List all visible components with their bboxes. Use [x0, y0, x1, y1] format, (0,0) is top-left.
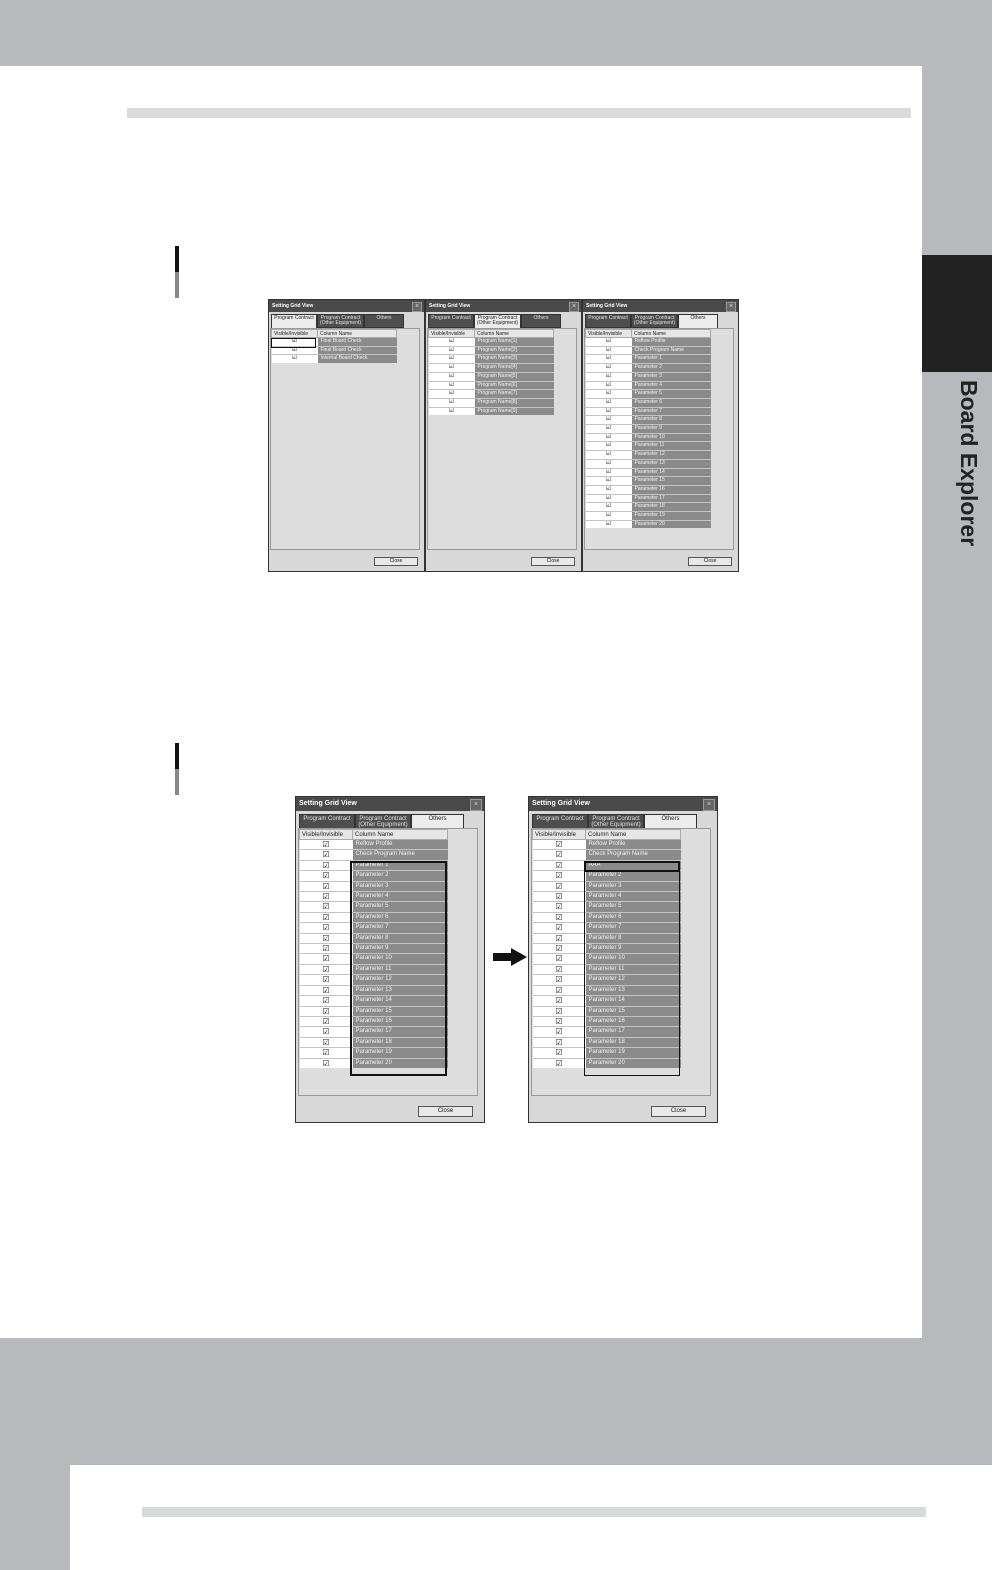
header-rule [127, 108, 911, 118]
table-row[interactable] [533, 881, 681, 891]
column-name-cell[interactable]: Parameter 12 [586, 975, 681, 985]
dialog-title: Setting Grid View [269, 300, 424, 312]
visible-checkbox[interactable]: ☑ [533, 964, 586, 974]
table-row[interactable] [300, 871, 448, 881]
dialog-setting-grid-view [268, 299, 425, 572]
col-name: Column Name [586, 830, 681, 840]
table-row[interactable] [533, 975, 681, 985]
table-row[interactable] [429, 398, 554, 407]
visible-checkbox[interactable]: ☑ [586, 468, 632, 477]
table-row[interactable] [586, 468, 711, 477]
table-row[interactable] [533, 871, 681, 881]
dialog-title: Setting Grid View [426, 300, 581, 312]
table-row[interactable] [533, 964, 681, 974]
table-row[interactable] [586, 398, 711, 407]
col-visible: Visible/Invisible [586, 330, 632, 338]
tab-panel [270, 328, 420, 550]
visible-checkbox[interactable]: ☑ [429, 398, 475, 407]
table-row[interactable] [533, 892, 681, 902]
tab-program-contract[interactable]: Program Contract [532, 814, 588, 829]
table-row[interactable] [300, 1027, 448, 1037]
table-row[interactable] [586, 381, 711, 390]
column-name-cell[interactable]: Parameter 18 [632, 503, 711, 512]
tab-program-contract-other[interactable]: Program Contract (Other Equipment) [474, 314, 521, 328]
column-name-cell[interactable]: Parameter 14 [586, 996, 681, 1006]
column-name-cell[interactable]: Parameter 2 [632, 364, 711, 373]
column-name-cell[interactable]: Parameter 16 [632, 485, 711, 494]
column-name-cell[interactable]: Parameter 6 [586, 912, 681, 922]
table-row[interactable] [533, 944, 681, 954]
close-icon[interactable]: × [726, 302, 736, 312]
column-name-cell[interactable]: Parameter 10 [586, 954, 681, 964]
col-name: Column Name [353, 830, 448, 840]
visible-checkbox[interactable]: ☑ [300, 1027, 353, 1037]
visible-checkbox[interactable]: ☑ [272, 346, 318, 355]
grid-table [271, 329, 397, 363]
table-row[interactable] [533, 860, 681, 870]
visible-checkbox[interactable]: ☑ [533, 840, 586, 850]
visible-checkbox[interactable]: ☑ [586, 425, 632, 434]
table-row[interactable] [586, 451, 711, 460]
column-name-cell[interactable]: Parameter 3 [586, 881, 681, 891]
column-name-cell[interactable]: Parameter 17 [353, 1027, 448, 1037]
column-name-cell[interactable]: Parameter 16 [353, 1016, 448, 1026]
column-name-cell[interactable]: Parameter 8 [353, 933, 448, 943]
column-name-cell[interactable]: Check Program Name [353, 850, 448, 860]
column-name-cell[interactable]: Parameter 13 [353, 985, 448, 995]
column-name-cell[interactable]: Parameter 13 [632, 459, 711, 468]
table-row[interactable] [533, 954, 681, 964]
table-row[interactable] [300, 1048, 448, 1058]
visible-checkbox[interactable]: ☑ [533, 1016, 586, 1026]
visible-checkbox[interactable]: ☑ [533, 902, 586, 912]
dialog-title: Setting Grid View [583, 300, 738, 312]
visible-checkbox[interactable]: ☑ [300, 881, 353, 891]
visible-checkbox[interactable]: ☑ [533, 850, 586, 860]
visible-checkbox[interactable]: ☑ [533, 912, 586, 922]
column-name-cell[interactable]: Parameter 7 [353, 923, 448, 933]
visible-checkbox[interactable]: ☑ [533, 1006, 586, 1016]
visible-checkbox[interactable]: ☑ [533, 923, 586, 933]
visible-checkbox[interactable]: ☑ [533, 1037, 586, 1047]
column-name-cell[interactable]: Parameter 2 [586, 871, 681, 881]
column-name-cell[interactable]: Parameter 12 [632, 451, 711, 460]
visible-checkbox[interactable]: ☑ [429, 372, 475, 381]
visible-checkbox[interactable]: ☑ [300, 902, 353, 912]
visible-checkbox[interactable]: ☑ [586, 407, 632, 416]
visible-checkbox[interactable]: ☑ [300, 1006, 353, 1016]
column-name-cell[interactable]: Parameter 4 [586, 892, 681, 902]
visible-checkbox[interactable]: ☑ [586, 416, 632, 425]
visible-checkbox[interactable]: ☑ [586, 364, 632, 373]
grid-table [299, 829, 448, 1068]
visible-checkbox[interactable]: ☑ [533, 944, 586, 954]
visible-checkbox[interactable]: ☑ [586, 398, 632, 407]
table-row[interactable] [586, 425, 711, 434]
column-name-cell[interactable]: Parameter 3 [632, 372, 711, 381]
column-name-cell[interactable]: Parameter 19 [353, 1048, 448, 1058]
visible-checkbox[interactable]: ☑ [300, 850, 353, 860]
visible-checkbox[interactable]: ☑ [533, 1048, 586, 1058]
visible-checkbox[interactable]: ☑ [429, 338, 475, 347]
table-row[interactable] [533, 902, 681, 912]
column-name-cell[interactable]: Reflow Profile [632, 338, 711, 347]
column-name-cell[interactable]: Program Name[7] [475, 390, 554, 399]
table-row[interactable] [586, 477, 711, 486]
column-name-cell[interactable]: Parameter 17 [632, 494, 711, 503]
column-name-cell[interactable]: Parameter 16 [586, 1016, 681, 1026]
table-row[interactable] [533, 996, 681, 1006]
column-name-cell[interactable]: Parameter 9 [353, 944, 448, 954]
column-name-cell[interactable]: Parameter 19 [586, 1048, 681, 1058]
visible-checkbox[interactable]: ☑ [533, 996, 586, 1006]
close-icon[interactable]: × [569, 302, 579, 312]
column-name-cell[interactable]: Parameter 2 [353, 871, 448, 881]
arrow-right-icon [493, 948, 527, 966]
column-name-cell[interactable]: Parameter 12 [353, 975, 448, 985]
tab-program-contract-other[interactable]: Program Contract (Other Equipment) [588, 814, 644, 829]
col-visible: Visible/Invisible [300, 830, 353, 840]
tab-program-contract[interactable]: Program Contract [271, 314, 317, 328]
column-name-cell[interactable]: Check Program Name [632, 346, 711, 355]
table-row[interactable] [300, 881, 448, 891]
column-name-cell[interactable]: Parameter 17 [586, 1027, 681, 1037]
table-row[interactable] [300, 975, 448, 985]
column-name-cell[interactable]: Parameter 5 [632, 390, 711, 399]
visible-checkbox[interactable]: ☑ [429, 355, 475, 364]
column-name-cell[interactable]: Parameter 1 [632, 355, 711, 364]
visible-checkbox[interactable]: ☑ [586, 355, 632, 364]
table-row[interactable] [300, 933, 448, 943]
page-bottom [70, 1465, 992, 1570]
close-button[interactable]: Close [418, 1106, 473, 1117]
table-row[interactable] [586, 355, 711, 364]
visible-checkbox[interactable]: ☑ [300, 933, 353, 943]
dialog-setting-grid-view [528, 796, 718, 1123]
table-row[interactable] [586, 390, 711, 399]
column-name-cell[interactable]: Parameter 5 [586, 902, 681, 912]
visible-checkbox[interactable]: ☑ [300, 923, 353, 933]
chapter-label: Board Explorer [956, 380, 982, 547]
visible-checkbox[interactable]: ☑ [533, 881, 586, 891]
close-icon[interactable]: × [703, 799, 715, 811]
table-row[interactable] [586, 442, 711, 451]
column-name-cell[interactable]: Program Name[4] [475, 364, 554, 373]
visible-checkbox[interactable]: ☑ [586, 433, 632, 442]
table-row[interactable] [533, 850, 681, 860]
visible-checkbox[interactable]: ☑ [586, 512, 632, 521]
table-row[interactable] [300, 850, 448, 860]
column-name-cell[interactable]: Program Name[8] [475, 398, 554, 407]
visible-checkbox[interactable]: ☑ [300, 1037, 353, 1047]
visible-checkbox[interactable]: ☑ [300, 964, 353, 974]
table-row[interactable] [533, 1048, 681, 1058]
table-row[interactable] [533, 912, 681, 922]
close-button[interactable]: Close [374, 557, 418, 566]
column-name-cell[interactable]: Parameter 15 [632, 477, 711, 486]
tab-program-contract-other[interactable]: Program Contract (Other Equipment) [355, 814, 411, 829]
column-name-cell[interactable]: Check Program Name [586, 850, 681, 860]
table-row[interactable] [300, 840, 448, 850]
visible-checkbox[interactable]: ☑ [300, 840, 353, 850]
column-name-cell[interactable]: Parameter 11 [632, 442, 711, 451]
visible-checkbox[interactable]: ☑ [300, 860, 353, 870]
visible-checkbox[interactable]: ☑ [533, 871, 586, 881]
tab-others[interactable]: Others [411, 814, 464, 829]
visible-checkbox[interactable]: ☑ [300, 912, 353, 922]
column-name-cell[interactable]: Parameter 19 [632, 512, 711, 521]
table-row[interactable] [300, 1006, 448, 1016]
close-icon[interactable]: × [412, 302, 422, 312]
column-name-cell[interactable]: Final Board Check [318, 338, 397, 347]
visible-checkbox[interactable]: ☑ [533, 1058, 586, 1068]
col-visible: Visible/Invisible [272, 330, 318, 338]
column-name-cell[interactable]: Program Name[9] [475, 407, 554, 415]
close-icon[interactable]: × [470, 799, 482, 811]
table-row[interactable] [586, 346, 711, 355]
table-row[interactable] [533, 840, 681, 850]
column-name-cell[interactable]: Reflow Profile [586, 840, 681, 850]
table-row[interactable] [533, 1016, 681, 1026]
column-name-cell[interactable]: Parameter 5 [353, 902, 448, 912]
table-row[interactable] [533, 933, 681, 943]
column-name-cell[interactable]: Parameter 9 [586, 944, 681, 954]
column-name-cell[interactable]: Parameter 8 [632, 416, 711, 425]
column-name-cell[interactable]: Parameter 4 [353, 892, 448, 902]
chapter-tab [922, 255, 992, 372]
visible-checkbox[interactable]: ☑ [300, 975, 353, 985]
column-name-cell[interactable]: Parameter 3 [353, 881, 448, 891]
column-name-cell[interactable]: Parameter 20 [353, 1058, 448, 1068]
close-button[interactable]: Close [531, 557, 575, 566]
table-row[interactable] [300, 892, 448, 902]
col-name: Column Name [632, 330, 711, 338]
table-row[interactable] [300, 860, 448, 870]
visible-checkbox[interactable]: ☑ [300, 1016, 353, 1026]
visible-checkbox[interactable]: ☑ [300, 1048, 353, 1058]
visible-checkbox[interactable]: ☑ [586, 477, 632, 486]
column-name-cell[interactable]: Program Name[3] [475, 355, 554, 364]
tab-program-contract[interactable]: Program Contract [585, 314, 631, 328]
visible-checkbox[interactable]: ☑ [586, 372, 632, 381]
table-row[interactable] [533, 985, 681, 995]
visible-checkbox[interactable]: ☑ [586, 451, 632, 460]
column-name-cell[interactable]: Parameter 13 [586, 985, 681, 995]
column-name-cell[interactable]: Parameter 10 [632, 433, 711, 442]
table-row[interactable] [300, 985, 448, 995]
visible-checkbox[interactable]: ☑ [586, 442, 632, 451]
dialog-setting-grid-view [295, 796, 485, 1123]
tab-panel [531, 828, 711, 1096]
visible-checkbox[interactable]: ☑ [429, 390, 475, 399]
table-row[interactable] [300, 944, 448, 954]
table-row[interactable] [533, 1006, 681, 1016]
dialog-title: Setting Grid View [529, 797, 717, 811]
column-name-cell[interactable]: Program Name[1] [475, 338, 554, 347]
visible-checkbox[interactable]: ☑ [586, 346, 632, 355]
table-row[interactable] [272, 346, 397, 355]
table-row[interactable] [586, 407, 711, 416]
table-row[interactable] [300, 1058, 448, 1068]
table-row[interactable] [586, 372, 711, 381]
table-row[interactable] [586, 364, 711, 373]
step-marker [175, 246, 179, 298]
table-row[interactable] [586, 416, 711, 425]
table-row[interactable] [586, 459, 711, 468]
tab-program-contract[interactable]: Program Contract [299, 814, 355, 829]
visible-checkbox[interactable]: ☑ [586, 520, 632, 528]
table-row[interactable] [586, 485, 711, 494]
table-row[interactable] [586, 503, 711, 512]
grid-table [532, 829, 681, 1068]
table-row[interactable] [300, 996, 448, 1006]
column-name-cell[interactable]: Final Board Check [318, 346, 397, 355]
table-row[interactable] [300, 902, 448, 912]
visible-checkbox[interactable]: ☑ [533, 933, 586, 943]
page-top [0, 66, 922, 1338]
table-row[interactable] [429, 407, 554, 415]
column-name-cell[interactable]: Parameter 18 [586, 1037, 681, 1047]
column-name-cell[interactable]: Parameter 10 [353, 954, 448, 964]
visible-checkbox[interactable]: ☑ [429, 346, 475, 355]
column-name-cell[interactable]: Parameter 15 [353, 1006, 448, 1016]
visible-checkbox[interactable]: ☑ [586, 494, 632, 503]
visible-checkbox[interactable]: ☑ [533, 860, 586, 870]
column-name-cell[interactable]: Parameter 11 [586, 964, 681, 974]
column-name-cell[interactable]: Parameter 9 [632, 425, 711, 434]
table-row[interactable] [429, 372, 554, 381]
column-name-cell[interactable]: Parameter 15 [586, 1006, 681, 1016]
table-row[interactable] [300, 923, 448, 933]
visible-checkbox[interactable]: ☑ [586, 338, 632, 347]
tab-program-contract-other[interactable]: Program Contract (Other Equipment) [631, 314, 678, 328]
header-rule-next-page [142, 1507, 926, 1517]
column-name-cell[interactable]: Internal Board Check [318, 355, 397, 363]
close-button[interactable]: Close [688, 557, 732, 566]
visible-checkbox[interactable]: ☑ [533, 985, 586, 995]
tab-others[interactable]: Others [678, 314, 718, 328]
tab-panel [427, 328, 577, 550]
table-row[interactable] [586, 433, 711, 442]
column-name-cell[interactable]: Parameter 7 [632, 407, 711, 416]
table-row[interactable] [272, 355, 397, 363]
visible-checkbox[interactable]: ☑ [272, 355, 318, 363]
tab-panel [584, 328, 734, 550]
table-row[interactable] [586, 512, 711, 521]
table-row[interactable] [429, 381, 554, 390]
column-name-cell[interactable]: Parameter 20 [586, 1058, 681, 1068]
column-name-cell[interactable]: Parameter 14 [353, 996, 448, 1006]
column-name-cell[interactable]: AAA [586, 860, 681, 870]
table-row[interactable] [300, 1016, 448, 1026]
column-name-cell[interactable]: Parameter 14 [632, 468, 711, 477]
tab-others[interactable]: Others [364, 314, 404, 328]
table-row[interactable] [533, 1027, 681, 1037]
table-row[interactable] [533, 1037, 681, 1047]
table-row[interactable] [300, 954, 448, 964]
visible-checkbox[interactable]: ☑ [533, 975, 586, 985]
visible-checkbox[interactable]: ☑ [586, 390, 632, 399]
dialog-setting-grid-view [582, 299, 739, 572]
visible-checkbox[interactable]: ☑ [272, 338, 318, 347]
visible-checkbox[interactable]: ☑ [533, 1027, 586, 1037]
grid-table [428, 329, 554, 415]
column-name-cell[interactable]: Parameter 18 [353, 1037, 448, 1047]
table-row[interactable] [533, 1058, 681, 1068]
column-name-cell[interactable]: Parameter 6 [353, 912, 448, 922]
visible-checkbox[interactable]: ☑ [429, 381, 475, 390]
visible-checkbox[interactable]: ☑ [533, 954, 586, 964]
visible-checkbox[interactable]: ☑ [300, 944, 353, 954]
column-name-cell[interactable]: Parameter 20 [632, 520, 711, 528]
col-name: Column Name [475, 330, 554, 338]
col-visible: Visible/Invisible [429, 330, 475, 338]
table-row[interactable] [586, 520, 711, 528]
dialog-setting-grid-view [425, 299, 582, 572]
tab-panel [298, 828, 478, 1096]
visible-checkbox[interactable]: ☑ [429, 364, 475, 373]
table-row[interactable] [300, 912, 448, 922]
table-row[interactable] [429, 338, 554, 347]
step-marker [175, 743, 179, 795]
column-name-cell[interactable]: Parameter 11 [353, 964, 448, 974]
visible-checkbox[interactable]: ☑ [586, 381, 632, 390]
col-name: Column Name [318, 330, 397, 338]
table-row[interactable] [429, 390, 554, 399]
column-name-cell[interactable]: Parameter 7 [586, 923, 681, 933]
dialog-title: Setting Grid View [296, 797, 484, 811]
visible-checkbox[interactable]: ☑ [586, 503, 632, 512]
column-name-cell[interactable]: Parameter 6 [632, 398, 711, 407]
table-row[interactable] [300, 1037, 448, 1047]
tab-others[interactable]: Others [644, 814, 697, 829]
table-row[interactable] [429, 346, 554, 355]
column-name-cell[interactable]: Parameter 4 [632, 381, 711, 390]
grid-table [585, 329, 711, 528]
visible-checkbox[interactable]: ☑ [300, 954, 353, 964]
visible-checkbox[interactable]: ☑ [586, 459, 632, 468]
visible-checkbox[interactable]: ☑ [586, 485, 632, 494]
visible-checkbox[interactable]: ☑ [300, 1058, 353, 1068]
close-button[interactable]: Close [651, 1106, 706, 1117]
table-row[interactable] [300, 964, 448, 974]
column-name-cell[interactable]: Program Name[6] [475, 381, 554, 390]
table-row[interactable] [533, 923, 681, 933]
table-row[interactable] [586, 338, 711, 347]
table-row[interactable] [429, 355, 554, 364]
table-row[interactable] [272, 338, 397, 347]
table-row[interactable] [586, 494, 711, 503]
visible-checkbox[interactable]: ☑ [533, 892, 586, 902]
visible-checkbox[interactable]: ☑ [300, 892, 353, 902]
visible-checkbox[interactable]: ☑ [300, 985, 353, 995]
tab-program-contract-other[interactable]: Program Contract (Other Equipment) [317, 314, 364, 328]
column-name-cell[interactable]: Program Name[2] [475, 346, 554, 355]
col-visible: Visible/Invisible [533, 830, 586, 840]
visible-checkbox[interactable]: ☑ [300, 996, 353, 1006]
column-name-cell[interactable]: Reflow Profile [353, 840, 448, 850]
visible-checkbox[interactable]: ☑ [429, 407, 475, 415]
column-name-cell[interactable]: Program Name[5] [475, 372, 554, 381]
tab-program-contract[interactable]: Program Contract [428, 314, 474, 328]
table-row[interactable] [429, 364, 554, 373]
column-name-cell[interactable]: Parameter 1 [353, 860, 448, 870]
visible-checkbox[interactable]: ☑ [300, 871, 353, 881]
tab-others[interactable]: Others [521, 314, 561, 328]
column-name-cell[interactable]: Parameter 8 [586, 933, 681, 943]
